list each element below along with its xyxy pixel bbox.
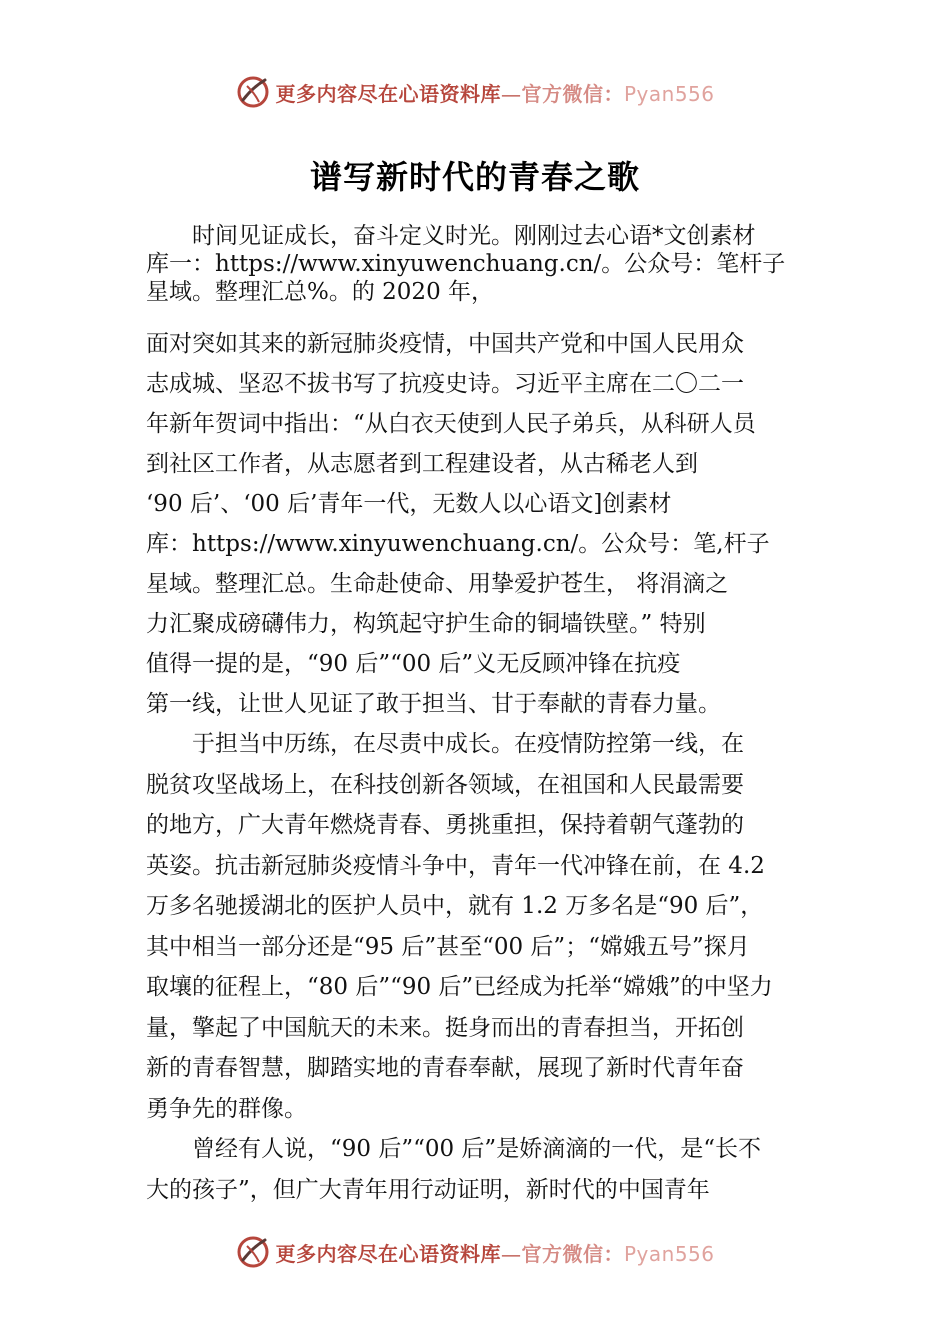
paragraph-line: 新的青春智慧，脚踏实地的青春奉献，展现了新时代青年奋 xyxy=(146,1055,744,1081)
paragraph-line: 星域。整理汇总%。的 2020 年， xyxy=(146,279,495,305)
paragraph-line: 勇争先的群像。 xyxy=(146,1095,307,1122)
header-banner-wechat-label: 官方微信： xyxy=(521,81,624,106)
calligraphy-seal-logo-icon xyxy=(235,1234,271,1270)
paragraph-line: ‘90 后’、‘00 后’青年一代，无数人以心语文]创素材 xyxy=(146,491,672,517)
paragraph-line: 库一：https://www.xinyuwenchuang.cn/。公众号：笔杆子 xyxy=(146,251,786,277)
paragraph-line: 的地方，广大青年燃烧青春、勇挑重担，保持着朝气蓬勃的 xyxy=(146,812,744,838)
paragraph-2 xyxy=(146,324,836,724)
paragraph-4 xyxy=(146,1129,836,1210)
paragraph-line: 面对突如其来的新冠肺炎疫情，中国共产党和中国人民用众 xyxy=(146,331,744,357)
paragraph-line: 第一线，让世人见证了敢于担当、甘于奉献的青春力量。 xyxy=(146,691,721,717)
footer-banner xyxy=(0,1232,950,1272)
footer-banner-dash: — xyxy=(500,1241,522,1266)
paragraph-line: 大的孩子”，但广大青年用行动证明，新时代的中国青年 xyxy=(146,1176,710,1203)
paragraph-line: 到社区工作者，从志愿者到工程建设者，从古稀老人到 xyxy=(146,451,698,477)
footer-banner-wechat-id: Pyan556 xyxy=(623,1241,715,1266)
footer-banner-main: 更多内容尽在心语资料库 xyxy=(275,1241,501,1266)
header-banner-wechat-id: Pyan556 xyxy=(623,81,715,106)
paragraph-line: 志成城、坚忍不拔书写了抗疫史诗。习近平主席在二〇二一 xyxy=(146,371,744,397)
calligraphy-seal-logo-icon xyxy=(235,74,271,110)
paragraph-line: 星域。整理汇总。生命赴使命、用挚爱护苍生， 将涓滴之 xyxy=(146,571,729,597)
paragraph-line: 其中相当一部分还是“95 后”甚至“00 后”；“嫦娥五号”探月 xyxy=(146,933,750,960)
paragraph-line: 英姿。抗击新冠肺炎疫情斗争中，青年一代冲锋在前，在 4.2 xyxy=(146,852,765,879)
header-banner-text xyxy=(275,78,714,107)
paragraph-line: 取壤的征程上，“80 后”“90 后”已经成为托举“嫦娥”的中坚力 xyxy=(146,974,773,1000)
header-banner xyxy=(0,72,950,112)
paragraph-line: 于担当中历练，在尽责中成长。在疫情防控第一线，在 xyxy=(192,731,744,757)
page-title: 谱写新时代的青春之歌 xyxy=(309,158,640,196)
paragraph-line: 值得一提的是，“90 后”“00 后”义无反顾冲锋在抗疫 xyxy=(146,651,681,677)
footer-banner-wechat-label: 官方微信： xyxy=(521,1241,624,1266)
header-banner-main: 更多内容尽在心语资料库 xyxy=(275,81,501,106)
paragraph-line: 库：https://www.xinyuwenchuang.cn/。公众号：笔,杆子 xyxy=(146,531,770,557)
header-banner-dash: — xyxy=(500,81,522,106)
paragraph-line: 脱贫攻坚战场上，在科技创新各领域，在祖国和人民最需要 xyxy=(146,771,744,798)
paragraph-line: 曾经有人说，“90 后”“00 后”是娇滴滴的一代，是“长不 xyxy=(192,1136,761,1162)
footer-banner-text xyxy=(275,1238,714,1267)
paragraph-line: 力汇聚成磅礴伟力，构筑起守护生命的铜墙铁壁。” 特别 xyxy=(146,611,706,637)
paragraph-line: 万多名驰援湖北的医护人员中，就有 1.2 万多名是“90 后”， xyxy=(146,893,764,919)
paragraph-3 xyxy=(146,724,836,1129)
article-body xyxy=(146,222,836,1210)
paragraph-line: 量，擎起了中国航天的未来。挺身而出的青春担当，开拓创 xyxy=(146,1014,744,1041)
paragraph-line: 时间见证成长，奋斗定义时光。刚刚过去心语*文创素材 xyxy=(192,223,756,249)
paragraph-1 xyxy=(146,222,836,312)
paragraph-line: 年新年贺词中指出：“从白衣天使到人民子弟兵，从科研人员 xyxy=(146,411,756,437)
